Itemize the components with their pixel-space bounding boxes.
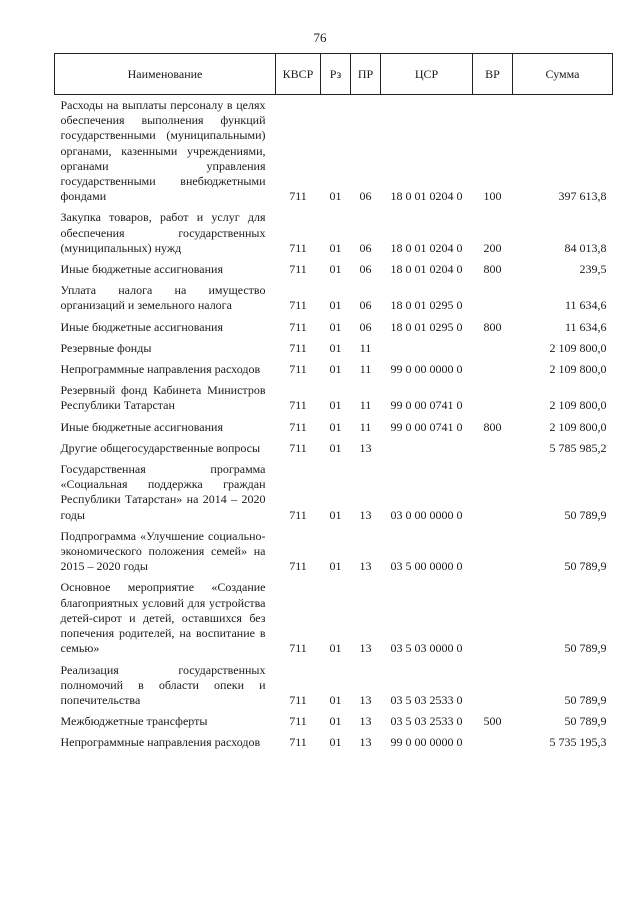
row-kvsr: 711 [289,298,307,313]
row-vr [473,441,513,462]
row-name: Иные бюджетные ассигнования [60,262,223,277]
row-vr: 800 [483,319,502,334]
row-csr: 03 5 03 2533 0 [390,714,463,729]
row-rz: 01 [329,440,342,455]
table-body [55,95,613,757]
table-row [55,283,613,319]
row-sum: 2 109 800,0 [549,340,607,355]
row-sum: 84 013,8 [564,240,607,255]
row-kvsr: 711 [289,507,307,522]
row-kvsr: 711 [289,340,307,355]
row-vr [473,529,513,581]
header-name: Наименование [55,54,276,95]
table-row [55,320,613,341]
row-vr: 500 [483,714,502,729]
row-rz: 01 [329,398,342,413]
row-name: Основное мероприятие «Создание благоприятных условий для устройства детей-сирот и детей, оставшихся без попечения родителей, на воспитание в семью» [60,580,266,656]
table-row [55,420,613,441]
row-sum: 11 634,6 [564,298,607,313]
row-pr: 06 [359,262,372,277]
row-vr [473,341,513,362]
table-row [55,663,613,715]
row-name: Иные бюджетные ассигнования [60,319,223,334]
row-pr: 11 [359,398,372,413]
table-row [55,735,613,756]
row-csr: 03 5 03 2533 0 [390,692,463,707]
row-csr: 99 0 00 0741 0 [390,398,463,413]
row-sum: 5 785 985,2 [549,440,607,455]
row-vr [473,383,513,419]
row-csr: 99 0 00 0000 0 [390,362,463,377]
row-kvsr: 711 [289,362,307,377]
row-sum: 50 789,9 [564,507,607,522]
row-csr: 03 5 03 0000 0 [390,641,463,656]
row-pr: 06 [359,189,372,204]
row-kvsr: 711 [289,735,307,750]
row-name: Непрограммные направления расходов [60,362,261,377]
row-rz: 01 [329,340,342,355]
table-row [55,210,613,262]
row-pr: 13 [359,641,372,656]
row-vr [473,283,513,319]
row-csr: 18 0 01 0204 0 [390,189,463,204]
row-pr: 06 [359,319,372,334]
table-row [55,95,613,211]
row-csr [381,341,473,362]
header-pr: ПР [351,54,381,95]
row-sum: 50 789,9 [564,641,607,656]
row-csr: 99 0 00 0000 0 [390,735,463,750]
row-sum: 397 613,8 [558,189,607,204]
table-row [55,441,613,462]
row-rz: 01 [329,419,342,434]
row-sum: 11 634,6 [564,319,607,334]
row-pr: 13 [359,692,372,707]
row-vr [473,462,513,529]
row-rz: 01 [329,714,342,729]
row-sum: 2 109 800,0 [549,419,607,434]
row-kvsr: 711 [289,440,307,455]
row-kvsr: 711 [289,398,307,413]
row-kvsr: 711 [289,189,307,204]
row-csr: 03 0 00 0000 0 [390,507,463,522]
row-rz: 01 [329,298,342,313]
row-pr: 13 [359,440,372,455]
row-pr: 11 [359,362,372,377]
row-rz: 01 [329,262,342,277]
row-csr: 18 0 01 0295 0 [390,319,463,334]
row-pr: 11 [359,419,372,434]
row-csr [381,441,473,462]
row-rz: 01 [329,641,342,656]
row-rz: 01 [329,507,342,522]
row-name: Расходы на выплаты персоналу в целях обеспечения выполнения функций государственными (муниципальными) органами, казенными учреждениями, органами управления государственными внебюджетными фондами [60,98,266,204]
row-pr: 13 [359,714,372,729]
table-row [55,580,613,662]
header-rz: Рз [321,54,351,95]
table-row [55,341,613,362]
row-sum: 50 789,9 [564,692,607,707]
row-pr: 06 [359,240,372,255]
row-name: Подпрограмма «Улучшение социально-экономического положения семей» на 2015 – 2020 годы [60,528,266,574]
row-vr [473,362,513,383]
row-pr: 06 [359,298,372,313]
row-pr: 13 [359,507,372,522]
budget-table [54,53,613,757]
row-name: Резервные фонды [60,340,152,355]
row-kvsr: 711 [289,641,307,656]
row-pr: 11 [359,340,372,355]
row-sum: 2 109 800,0 [549,398,607,413]
row-pr: 13 [359,559,372,574]
row-csr: 03 5 00 0000 0 [390,559,463,574]
row-csr: 18 0 01 0295 0 [390,298,463,313]
row-rz: 01 [329,692,342,707]
table-row [55,362,613,383]
page-number: 76 [313,30,327,45]
row-vr [473,580,513,662]
row-name: Межбюджетные трансферты [60,714,208,729]
table-row [55,383,613,419]
row-csr: 18 0 01 0204 0 [390,240,463,255]
row-sum: 239,5 [579,262,607,277]
row-sum: 5 735 195,3 [549,735,607,750]
row-vr: 100 [483,189,502,204]
row-csr: 99 0 00 0741 0 [390,419,463,434]
row-kvsr: 711 [289,262,307,277]
row-csr: 18 0 01 0204 0 [390,262,463,277]
row-vr: 200 [483,240,502,255]
row-sum: 2 109 800,0 [549,362,607,377]
row-kvsr: 711 [289,319,307,334]
row-name: Реализация государственных полномочий в области опеки и попечительства [60,662,266,707]
row-rz: 01 [329,319,342,334]
row-kvsr: 711 [289,240,307,255]
row-kvsr: 711 [289,419,307,434]
table-row [55,529,613,581]
row-kvsr: 711 [289,714,307,729]
row-rz: 01 [329,735,342,750]
row-rz: 01 [329,240,342,255]
header-csr: ЦСР [381,54,473,95]
table-row [55,714,613,735]
header-vr: ВР [473,54,513,95]
row-name: Уплата налога на имущество организаций и земельного налога [60,283,266,313]
row-rz: 01 [329,362,342,377]
row-name: Резервный фонд Кабинета Министров Республики Татарстан [60,383,266,413]
row-vr: 800 [483,262,502,277]
row-rz: 01 [329,189,342,204]
row-kvsr: 711 [289,692,307,707]
row-sum: 50 789,9 [564,559,607,574]
row-name: Непрограммные направления расходов [60,735,261,750]
table-row [55,462,613,529]
header-sum: Сумма [513,54,613,95]
table-row [55,262,613,283]
row-pr: 13 [359,735,372,750]
row-name: Другие общегосударственные вопросы [60,440,261,455]
row-name: Государственная программа «Социальная поддержка граждан Республики Татарстан» на 2014 – 2020 годы [60,462,266,522]
header-kvsr: КВСР [276,54,321,95]
row-sum: 50 789,9 [564,714,607,729]
row-name: Закупка товаров, работ и услуг для обеспечения государственных (муниципальных) нужд [60,210,266,255]
row-kvsr: 711 [289,559,307,574]
row-vr [473,735,513,756]
row-rz: 01 [329,559,342,574]
table-header-row [55,54,613,95]
row-vr: 800 [483,419,502,434]
row-name: Иные бюджетные ассигнования [60,419,223,434]
row-vr [473,663,513,715]
